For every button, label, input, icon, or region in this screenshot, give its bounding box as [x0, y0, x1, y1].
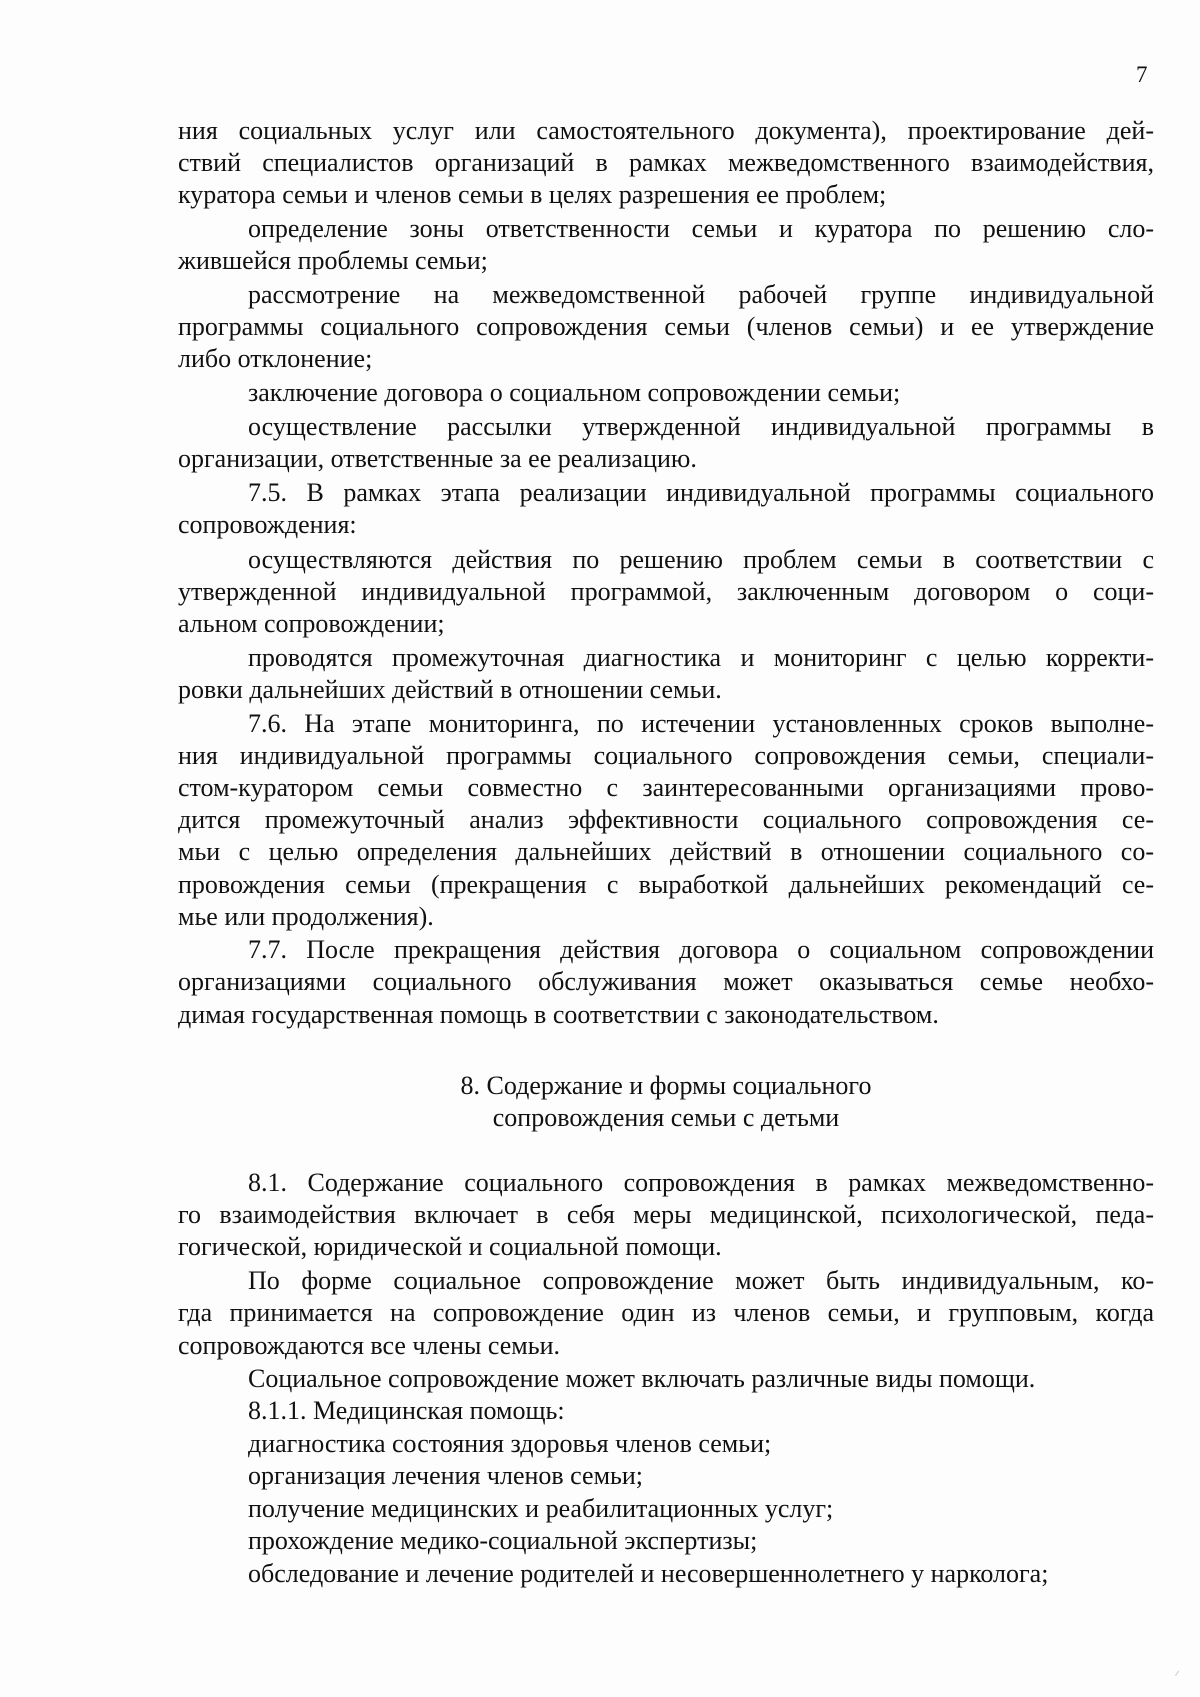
text-line: сопровождения:: [178, 510, 357, 539]
text-line: мьи с целью определения дальнейших действий в отношении социального со-: [178, 837, 1154, 866]
text-line: сопровождаются все члены семьи.: [178, 1331, 561, 1360]
text-line: 8.1.1. Медицинская помощь:: [248, 1396, 565, 1425]
text-line: ния социальных услуг или самостоятельного документа), проектирование дей-: [178, 116, 1154, 145]
text-line: осуществление рассылки утвержденной индивидуальной программы в: [248, 412, 1154, 441]
scan-mark: [1175, 1671, 1184, 1680]
text-line: организации, ответственные за ее реализацию.: [178, 444, 697, 473]
section-heading-line: сопровождения семьи с детьми: [492, 1103, 840, 1132]
text-line: куратора семьи и членов семьи в целях разрешения ее проблем;: [178, 180, 887, 209]
text-line: 7.6. На этапе мониторинга, по истечении установленных сроков выполне-: [248, 709, 1154, 738]
text-line: 7.7. После прекращения действия договора о социальном сопровождении: [248, 935, 1154, 964]
text-line: программы социального сопровождения семьи (членов семьи) и ее утверждение: [178, 312, 1154, 341]
text-line: мье или продолжения).: [178, 902, 434, 931]
text-line: организациями социального обслуживания может оказываться семье необхо-: [178, 967, 1154, 996]
text-line: рассмотрение на межведомственной рабочей группе индивидуальной: [248, 280, 1154, 309]
text-line: ния индивидуальной программы социального сопровождения семьи, специали-: [178, 741, 1154, 770]
text-line: альном сопровождении;: [178, 609, 445, 638]
text-line: ровки дальнейших действий в отношении семьи.: [178, 675, 722, 704]
text-line: утвержденной индивидуальной программой, заключенным договором о соци-: [178, 577, 1154, 606]
list-item: организация лечения членов семьи;: [248, 1461, 644, 1490]
text-line: провождения семьи (прекращения с выработкой дальнейших рекомендаций се-: [178, 870, 1154, 899]
list-item: получение медицинских и реабилитационных услуг;: [248, 1494, 834, 1523]
text-line: Социальное сопровождение может включать различные виды помощи.: [248, 1364, 1036, 1393]
text-line: проводятся промежуточная диагностика и мониторинг с целью корректи-: [248, 643, 1154, 672]
text-line: осуществляются действия по решению проблем семьи в соответствии с: [248, 545, 1154, 574]
text-line: дится промежуточный анализ эффективности социального сопровождения се-: [178, 805, 1154, 834]
text-line: го взаимодействия включает в себя меры медицинской, психологической, педа-: [178, 1200, 1154, 1229]
text-line: гда принимается на сопровождение один из членов семьи, и групповым, когда: [178, 1298, 1154, 1327]
text-line: определение зоны ответственности семьи и куратора по решению сло-: [248, 214, 1154, 243]
text-line: ствий специалистов организаций в рамках межведомственного взаимодействия,: [178, 148, 1154, 177]
page-number: 7: [1136, 62, 1148, 87]
text-line: заключение договора о социальном сопровождении семьи;: [248, 378, 901, 407]
list-item: обследование и лечение родителей и несовершеннолетнего у нарколога;: [248, 1559, 1049, 1588]
text-line: 7.5. В рамках этапа реализации индивидуальной программы социального: [248, 478, 1154, 507]
text-line: 8.1. Содержание социального сопровождения в рамках межведомственно-: [248, 1168, 1154, 1197]
text-line: либо отклонение;: [178, 344, 373, 373]
list-item: диагностика состояния здоровья членов семьи;: [248, 1429, 772, 1458]
text-line: димая государственная помощь в соответствии с законодательством.: [178, 1000, 939, 1029]
text-line: жившейся проблемы семьи;: [178, 246, 488, 275]
text-line: гогической, юридической и социальной помощи.: [178, 1232, 722, 1261]
text-line: По форме социальное сопровождение может быть индивидуальным, ко-: [248, 1266, 1154, 1295]
section-heading-line: 8. Содержание и формы социального: [460, 1071, 872, 1100]
list-item: прохождение медико-социальной экспертизы;: [248, 1526, 758, 1555]
text-line: стом-куратором семьи совместно с заинтересованными организациями прово-: [178, 773, 1154, 802]
